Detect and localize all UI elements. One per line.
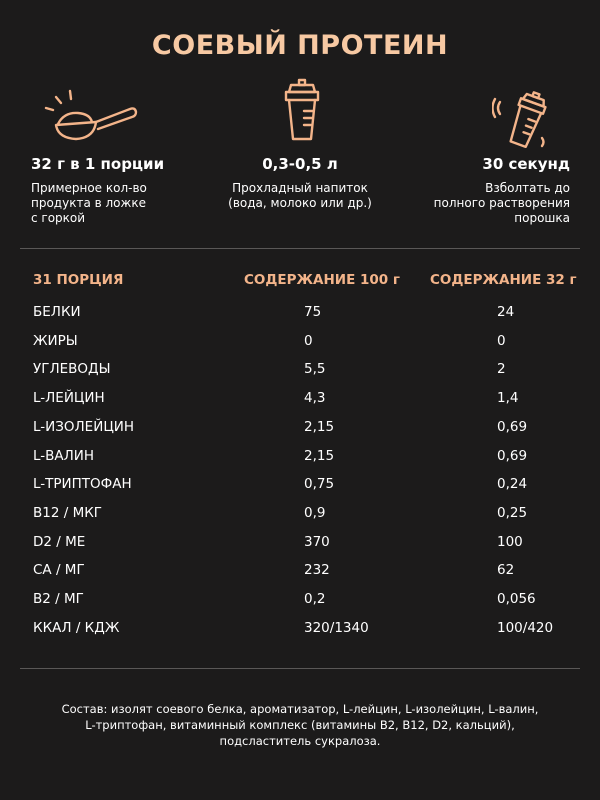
table-header-per32: СОДЕРЖАНИЕ 32 г [430,272,577,288]
table-row [0,620,600,648]
table-header-per100: СОДЕРЖАНИЕ 100 г [244,272,400,288]
table-row [0,562,600,590]
row-value-per100: 4,3 [304,390,326,407]
table-row [0,419,600,447]
table-row [0,591,600,619]
row-value-per100: 320/1340 [304,619,369,636]
row-label: ККАЛ / КДЖ [33,619,120,636]
divider-bottom [20,668,580,669]
row-value-per100: 0,75 [304,476,335,493]
row-value-per100: 370 [304,533,330,550]
row-value-per32: 0,25 [497,504,528,521]
row-value-per32: 62 [497,562,515,579]
row-value-per100: 0,2 [304,591,326,607]
row-label: B12 / МКГ [33,504,103,521]
row-value-per100: 232 [304,562,330,579]
composition-text: Состав: изолят соевого белка, ароматизатор, L-лейцин, L-изолейцин, L-валин, L-триптофан, витаминный комплекс (витамины B2, B12, D2, кальций), подсластитель сукралоза. [61,702,539,748]
table-header-portions: 31 ПОРЦИЯ [33,272,124,288]
row-value-per32: 0,056 [497,591,536,607]
row-label: ЖИРЫ [33,332,78,349]
table-row [0,333,600,361]
shaker-icon [282,78,322,142]
table-row [0,448,600,476]
row-label: УГЛЕВОДЫ [33,361,111,378]
row-value-per32: 0 [497,332,506,349]
row-label: БЕЛКИ [33,304,81,320]
feature-volume-title: 0,3-0,5 л [262,155,338,173]
shaking-shaker-icon [492,88,554,150]
row-value-per32: 100/420 [497,619,554,636]
row-label: L-ВАЛИН [33,447,95,464]
row-value-per100: 0,9 [304,504,326,521]
divider-top [20,248,580,249]
table-row [0,390,600,418]
row-value-per100: 2,15 [304,418,335,435]
row-label: CA / МГ [33,562,85,579]
row-value-per32: 100 [497,533,523,550]
row-label: B2 / МГ [33,591,84,607]
feature-serving-title: 32 г в 1 порции [31,155,165,173]
row-value-per32: 1,4 [497,390,519,407]
table-row [0,505,600,533]
row-value-per32: 0,69 [497,418,528,435]
row-value-per32: 0,24 [497,476,528,493]
row-label: L-ЛЕЙЦИН [33,390,105,407]
feature-time-title: 30 секунд [482,155,570,173]
feature-time-desc: Взболтать до полного растворения порошка [433,181,570,225]
row-value-per100: 2,15 [304,447,335,464]
page-title: СОЕВЫЙ ПРОТЕИН [151,30,449,61]
row-value-per32: 24 [497,304,515,320]
row-value-per100: 5,5 [304,361,326,378]
row-value-per32: 0,69 [497,447,528,464]
row-label: L-ТРИПТОФАН [33,476,132,493]
scoop-icon [44,88,139,150]
table-row [0,534,600,562]
table-row [0,476,600,504]
row-value-per100: 0 [304,332,313,349]
row-value-per100: 75 [304,304,322,320]
table-row [0,361,600,389]
row-label: L-ИЗОЛЕЙЦИН [33,418,135,435]
row-label: D2 / МЕ [33,533,86,550]
feature-volume-desc: Прохладный напиток (вода, молоко или др.) [228,181,372,210]
feature-serving-desc: Примерное кол-во продукта в ложке с горкой [31,181,147,225]
row-value-per32: 2 [497,361,506,378]
table-row [0,304,600,332]
